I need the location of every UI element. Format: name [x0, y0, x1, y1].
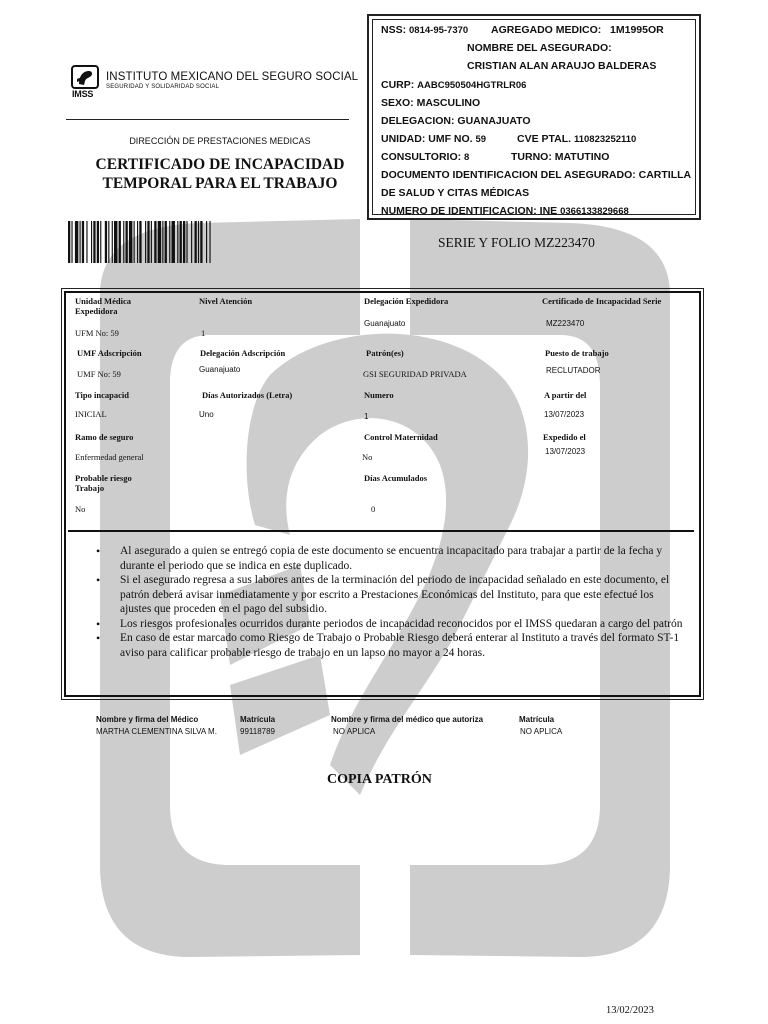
certificate-title-line-2: TEMPORAL PARA EL TRABAJO	[102, 175, 338, 192]
certificate-title	[66, 155, 374, 193]
header-divider	[66, 119, 349, 120]
delegacion-adscripcion-label: Delegación Adscripción	[200, 348, 286, 358]
barcode-bar	[91, 221, 92, 263]
dias-acumulados-value: 0	[371, 504, 376, 514]
barcode-bar	[172, 221, 175, 263]
delegacion-expedidora-label: Delegación Expedidora	[364, 296, 449, 306]
id-label: NUMERO DE IDENTIFICACION: INE	[381, 205, 558, 217]
barcode-bar	[100, 221, 101, 263]
barcode-bar	[206, 221, 207, 263]
nss-label: NSS:	[381, 24, 407, 36]
nss-row	[381, 24, 468, 36]
institution-tagline: SEGURIDAD Y SOLIDARIDAD SOCIAL	[106, 84, 220, 90]
barcode-bar	[129, 221, 132, 263]
probable-riesgo-label-line-1: Probable riesgo	[75, 473, 132, 483]
consultorio-value: 8	[464, 152, 470, 163]
barcode-bar	[68, 221, 70, 263]
barcode	[68, 221, 348, 263]
expedido-value: 13/07/2023	[545, 447, 586, 456]
unidad-medica-label-line-2: Expedidora	[75, 306, 118, 316]
details-divider	[68, 530, 694, 532]
nss-value: 0814-95-7370	[409, 25, 469, 36]
insured-info-box	[367, 14, 701, 220]
probable-riesgo-label-line-2: Trabajo	[75, 483, 105, 493]
direccion-label: DIRECCIÓN DE PRESTACIONES MEDICAS	[129, 136, 311, 146]
barcode-bar	[105, 221, 107, 263]
nivel-atencion-value: 1	[201, 328, 206, 338]
cve-row	[517, 133, 636, 145]
barcode-bar	[71, 221, 72, 263]
agregado-value: 1M1995OR	[610, 24, 664, 36]
barcode-bar	[154, 221, 156, 263]
barcode-bar	[195, 221, 197, 263]
a-partir-label: A partir del	[544, 390, 587, 400]
medico-autoriza-label: Nombre y firma del médico que autoriza	[331, 715, 484, 724]
puesto-trabajo-label: Puesto de trabajo	[545, 348, 609, 358]
barcode-bar	[147, 221, 149, 263]
unidad-row	[381, 133, 486, 145]
barcode-bar	[112, 221, 113, 263]
unidad-label: UNIDAD: UMF NO.	[381, 133, 473, 145]
barcode-bar	[80, 221, 81, 263]
sexo-row: SEXO: MASCULINO	[381, 97, 481, 109]
delegacion-expedidora-value: Guanajuato	[364, 319, 406, 328]
note-item: • Los riesgos profesionales ocurridos durante periodos de incapacidad reconocidos por el IMSS quedaran a cargo del patrón	[96, 617, 684, 632]
patron-value: GSI SEGURIDAD PRIVADA	[363, 369, 467, 379]
cert-serie-label: Certificado de Incapacidad Serie	[542, 296, 662, 306]
probable-riesgo-value: No	[75, 504, 86, 514]
barcode-bar	[186, 221, 187, 263]
note-item: • En caso de estar marcado como Riesgo de Trabajo o Probable Riesgo deberá enterar al Instituto a través del formato ST-1 aviso para calificar probable riesgo de trabajo en un lapso no mayor a 24 horas.	[96, 631, 684, 660]
serie-folio: SERIE Y FOLIO MZ223470	[438, 235, 595, 250]
matricula-2-value: NO APLICA	[520, 727, 563, 736]
curp-value: AABC950504HGTRLR06	[417, 80, 527, 91]
cve-label: CVE PTAL.	[517, 133, 572, 145]
insured-info-inner	[372, 19, 696, 215]
barcode-bar	[169, 221, 170, 263]
numero-label: Numero	[364, 390, 394, 400]
control-maternidad-label: Control Maternidad	[364, 432, 438, 442]
numero-value: 1	[364, 412, 369, 421]
matricula-value: 99118789	[240, 727, 275, 736]
barcode-bar	[158, 221, 161, 263]
footer-date: 13/02/2023	[606, 1005, 654, 1016]
nombre-label: NOMBRE DEL ASEGURADO:	[467, 42, 612, 54]
delegacion-adscripcion-value: Guanajuato	[199, 365, 241, 374]
barcode-bar	[108, 221, 109, 263]
copia-label: COPIA PATRÓN	[327, 772, 432, 787]
umf-adscripcion-value: UMF No: 59	[77, 369, 121, 379]
barcode-bar	[134, 221, 135, 263]
barcode-bar	[183, 221, 185, 263]
probable-riesgo-label	[75, 473, 132, 493]
unidad-value: 59	[475, 134, 487, 145]
id-row	[381, 205, 629, 217]
barcode-bar	[180, 221, 182, 263]
barcode-bar	[97, 221, 99, 263]
matricula-2-label: Matrícula	[519, 715, 555, 724]
barcode-bar	[165, 221, 167, 263]
barcode-bar	[151, 221, 152, 263]
medico-label: Nombre y firma del Médico	[96, 715, 199, 724]
institution-abbr: IMSS	[72, 89, 94, 99]
barcode-bar	[177, 221, 178, 263]
doc-line-1: DOCUMENTO IDENTIFICACION DEL ASEGURADO: CARTILLA	[381, 169, 692, 181]
barcode-bar	[126, 221, 128, 263]
certificate-title-line-1: CERTIFICADO DE INCAPACIDAD	[95, 156, 345, 173]
agregado-row	[491, 24, 664, 36]
dias-autorizados-value: Uno	[199, 410, 214, 419]
barcode-bar	[200, 221, 202, 263]
id-value: 0366133829668	[560, 206, 629, 217]
curp-row	[381, 79, 526, 91]
curp-label: CURP:	[381, 79, 415, 91]
note-item: • Si el asegurado regresa a sus labores antes de la terminación del periodo de incapacidad señalado en este documento, el patrón deberá avisar inmediatamente y por escrito a Prestaciones Económicas del Instituto, para que este efectué los ajustes que proceden en el pago del subsidio.	[96, 573, 684, 617]
barcode-bar	[123, 221, 124, 263]
medico-autoriza-value: NO APLICA	[333, 727, 376, 736]
notes-list	[96, 544, 684, 660]
barcode-bar	[86, 221, 87, 263]
medico-value: MARTHA CLEMENTINA SILVA M.	[96, 727, 217, 736]
barcode-bar	[198, 221, 199, 263]
dias-autorizados-label: Días Autorizados (Letra)	[202, 390, 293, 400]
consultorio-label: CONSULTORIO:	[381, 151, 462, 163]
cve-value: 110823252110	[573, 134, 637, 145]
umf-adscripcion-label: UMF Adscripción	[77, 348, 142, 358]
a-partir-value: 13/07/2023	[544, 410, 585, 419]
patron-label: Patrón(es)	[366, 348, 404, 358]
turno-row: TURNO: MATUTINO	[511, 151, 610, 163]
barcode-bar	[119, 221, 121, 263]
agregado-label: AGREGADO MEDICO:	[491, 24, 602, 36]
unidad-medica-label-line-1: Unidad Médica	[75, 296, 131, 306]
barcode-bar	[82, 221, 84, 263]
cert-serie-value: MZ223470	[546, 319, 585, 328]
consultorio-row	[381, 151, 469, 163]
barcode-bar	[114, 221, 117, 263]
dias-acumulados-label: Días Acumulados	[364, 473, 428, 483]
barcode-bar	[191, 221, 192, 263]
barcode-bar	[93, 221, 95, 263]
puesto-trabajo-value: RECLUTADOR	[546, 366, 601, 375]
barcode-bar	[75, 221, 78, 263]
barcode-bar	[162, 221, 163, 263]
tipo-incapacidad-label: Tipo incapacid	[75, 390, 129, 400]
ramo-seguro-label: Ramo de seguro	[75, 432, 134, 442]
nivel-atencion-label: Nivel Atención	[199, 296, 253, 306]
nombre-value: CRISTIAN ALAN ARAUJO BALDERAS	[467, 60, 657, 72]
matricula-label: Matrícula	[240, 715, 276, 724]
control-maternidad-value: No	[362, 452, 373, 462]
barcode-bar	[145, 221, 146, 263]
note-item: • Al asegurado a quien se entregó copia de este documento se encuentra incapacitado para trabajar a partir de la fecha y durante el periodo que se indica en este duplicado.	[96, 544, 684, 573]
barcode-bar	[139, 221, 141, 263]
doc-line-2: DE SALUD Y CITAS MÉDICAS	[381, 187, 530, 199]
institution-name: INSTITUTO MEXICANO DEL SEGURO SOCIAL	[106, 71, 359, 83]
expedido-label: Expedido el	[543, 432, 586, 442]
delegacion-row: DELEGACION: GUANAJUATO	[381, 115, 531, 127]
tipo-incapacidad-value: INICIAL	[75, 409, 107, 419]
unidad-medica-label	[75, 296, 131, 316]
ramo-seguro-value: Enfermedad general	[75, 452, 144, 462]
unidad-medica-value: UFM No: 59	[75, 328, 119, 338]
barcode-bar	[137, 221, 138, 263]
barcode-bar	[209, 221, 210, 263]
